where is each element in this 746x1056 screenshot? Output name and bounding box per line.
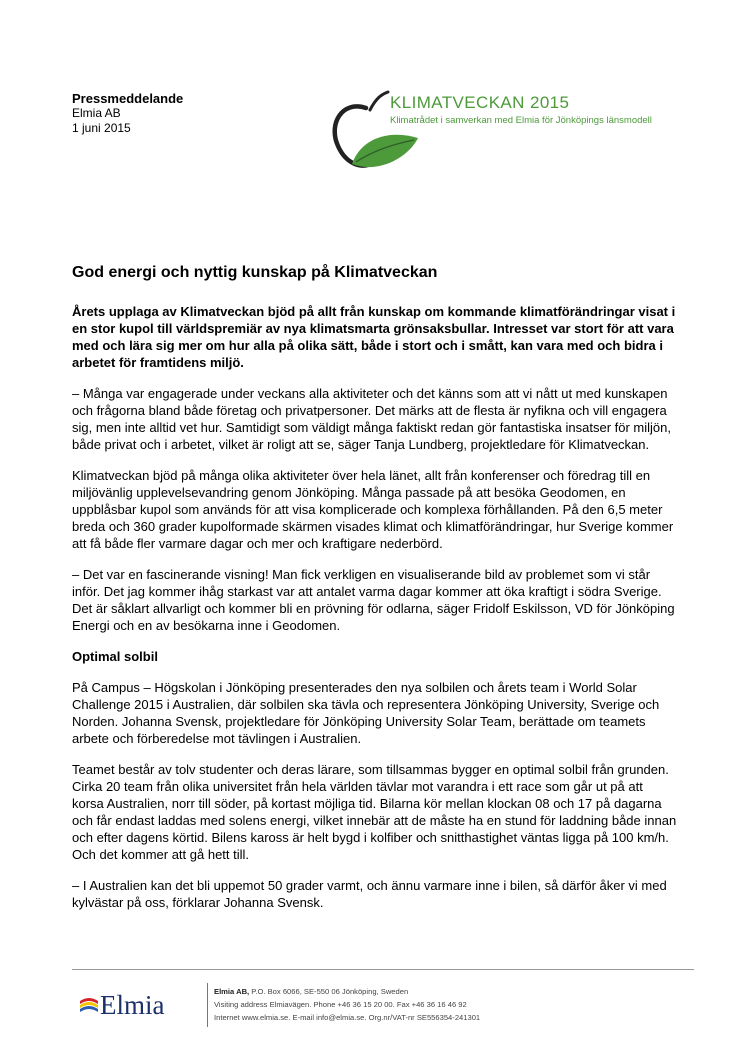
body-paragraph: På Campus – Högskolan i Jönköping presenterades den nya solbilen och årets team i World Solar Challenge 2015 i Australien, där solbilen ska tävla och representera Jönköping University, Sverige och Norden. Johanna Svensk, projektledare för Jönköping University Solar Team, berättade om teamets arbete och förberedelse mot tävlingen i Australien. [72,680,660,746]
release-date: 1 juni 2015 [72,121,131,135]
elmia-wordmark: Elmia [100,990,165,1020]
doc-type-label: Pressmeddelande [72,91,184,106]
footer-divider-line [72,969,694,970]
lead-paragraph: Årets upplaga av Klimatveckan bjöd på allt från kunskap om kommande klimatförändringar visat i en stor kupol till världspremiär av nya klimatsmarta grönsaksbullar. Intresset var stort för att vara med och lära sig mer om hur alla på olika sätt, både i stort och i smått, kan vara med och bidra i arbetet för framtidens miljö. [72,304,676,370]
logo-subtitle: Klimatrådet i samverkan med Elmia för Jönköpings länsmodell [390,115,652,126]
footer-visiting: Visiting address Elmiavägen. Phone +46 36 15 20 00. Fax +46 36 16 46 92 [214,1000,467,1009]
footer-company: Elmia AB, [214,987,250,996]
sender-block [72,91,183,136]
section-subheading: Optimal solbil [72,649,158,664]
article-body [72,303,678,925]
footer-contact [214,985,480,1024]
footer-vertical-divider [207,983,208,1027]
body-paragraph: – I Australien kan det bli uppemot 50 grader varmt, och ännu varmare inne i bilen, så därför åker vi med kylvästar på oss, förklarar Johanna Svensk. [72,878,667,910]
body-paragraph: – Många var engagerade under veckans alla aktiviteter och det känns som att vi nått ut med kunskapen och frågorna bland både företag och privatpersoner. Det märks att de flesta är nyfikna och vill engagera sig, men inte alltid vet hur. Samtidigt som väldigt många faktiskt redan gör fantastiska insatser för miljön, både privat och i arbetet, vilket är roligt att se, säger Tanja Lundberg, projektledare för Klimatveckan. [72,386,671,452]
logo-title: KLIMATVECKAN 2015 [390,93,570,112]
headline: God energi och nyttig kunskap på Klimatveckan [72,264,438,281]
footer-address: P.O. Box 6066, SE-550 06 Jönköping, Sweden [251,987,409,996]
footer-internet: Internet www.elmia.se. E-mail info@elmia.se. Org.nr/VAT-nr SE556354-241301 [214,1013,481,1022]
klimatveckan-logo [322,86,682,178]
body-paragraph: Klimatveckan bjöd på många olika aktiviteter över hela länet, allt från konferenser och föredrag till en miljövänlig upplevelsevandring genom Jönköping. Många passade på att besöka Geodomen, en uppblåsbar kupol som används för att visa komplicerade och komplexa förhållanden. På den 6,5 meter breda och 360 grader kupolformade skärmen visades klimat och klimatförändringar, hur Sverige kommer att få både fler varmare dagar och mer och kraftigare nederbörd. [72,468,674,551]
elmia-stripes-icon [78,995,100,1017]
body-paragraph: – Det var en fascinerande visning! Man fick verkligen en visualiserande bild av problemet som vi står inför. Det jag kommer ihåg starkast var att antalet varma dagar kommer att öka kraftigt i södra Sverige. Det är såklart allvarligt och kommer bli en prövning för odlarna, säger Fridolf Eskilsson, VD för Jönköping Energi och en av besökarna inne i Geodomen. [72,567,675,633]
body-paragraph: Teamet består av tolv studenter och deras lärare, som tillsammas bygger en optimal solbil från grunden. Cirka 20 team från olika universitet från hela världen tävlar mot varandra i ett race som går ut på att korsa Australien, norr till söder, på kortast möjliga tid. Bilarna kör mellan klockan 08 och 17 på dagarna och får endast laddas med solens energi, vilket innebär att de måste ha en stund för laddning både innan och efter dagens körtid. Bilens kaross är helt bygd i kolfiber och snitthastighet väntas ligga på 100 km/h. Och det kommer att gå hett till. [72,762,677,862]
company-name: Elmia AB [72,106,121,120]
